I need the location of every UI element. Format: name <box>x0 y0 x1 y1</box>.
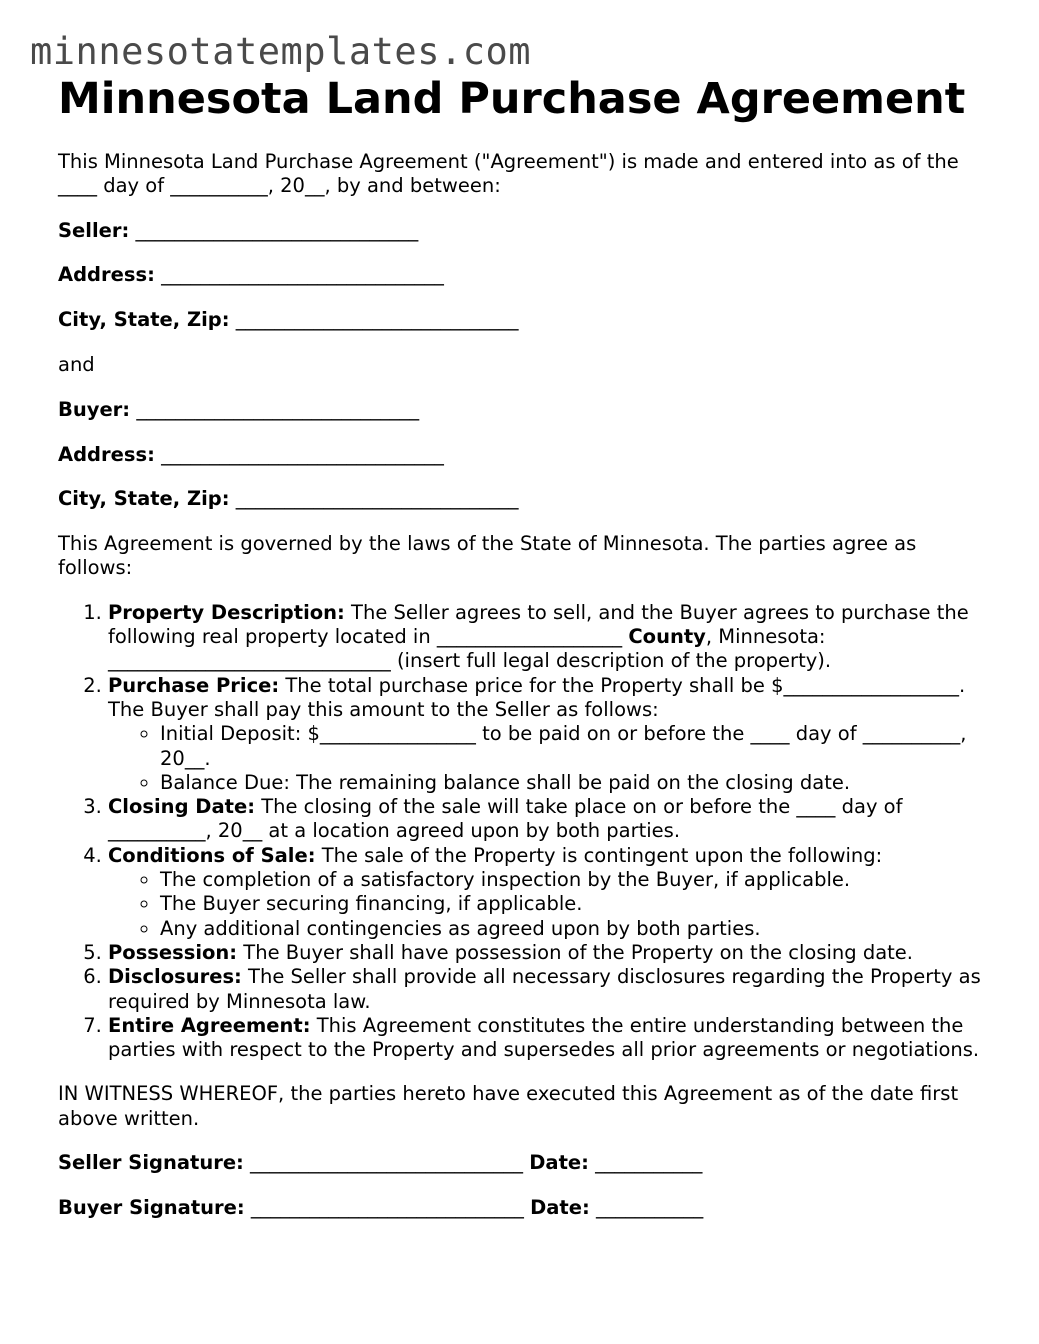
term-text: The total purchase price for the Property shall be $__________________. The Buyer shall pay this amount to the Seller as follows: <box>108 673 966 721</box>
buyer-city-field <box>58 487 988 511</box>
seller-address-field <box>58 263 988 287</box>
seller-city-label: City, State, Zip: <box>58 308 230 332</box>
sub-item-contingencies: ◦ Any additional contingencies as agreed upon by both parties. <box>160 917 988 941</box>
buyer-name-label: Buyer: <box>58 397 131 421</box>
buyer-address-field <box>58 443 988 467</box>
term-title: Conditions of Sale: <box>108 843 316 867</box>
buyer-address-label: Address: <box>58 442 155 466</box>
seller-date-blank: ___________ <box>595 1151 703 1174</box>
seller-address-blank: _____________________________ <box>161 263 444 287</box>
term-text: , Minnesota: _____________________________ (insert full legal description of the property). <box>108 625 832 673</box>
term-closing-date <box>108 795 988 844</box>
term-text: The sale of the Property is contingent upon the following: <box>315 843 883 867</box>
term-text: The closing of the sale will take place on or before the ____ day of __________, 20__ at a location agreed upon by both parties. <box>108 795 903 843</box>
buyer-signature-label: Buyer Signature: <box>58 1195 245 1219</box>
sub-item-balance-due: ◦ Balance Due: The remaining balance shall be paid on the closing date. <box>160 771 988 795</box>
terms-list <box>58 601 988 1063</box>
term-text: This Agreement constitutes the entire understanding between the parties with respect to the Property and supersedes all prior agreements or negotiations. <box>108 1013 980 1062</box>
buyer-date-label: Date: <box>530 1195 590 1219</box>
term-purchase-price <box>108 674 988 795</box>
term-text: The Seller agrees to sell, and the Buyer agrees to purchase the following real property located in ___________________ <box>108 600 969 649</box>
term-title: Disclosures: <box>108 965 242 989</box>
seller-name-label: Seller: <box>58 218 130 242</box>
term-title: Entire Agreement: <box>108 1013 311 1037</box>
term-text: The Buyer shall have possession of the Property on the closing date. <box>237 940 914 964</box>
seller-signature-blank: ____________________________ <box>250 1151 524 1174</box>
term-disclosures <box>108 965 988 1014</box>
sub-item-initial-deposit: ◦ Initial Deposit: $________________ to be paid on or before the ____ day of __________, 20__. <box>160 722 988 771</box>
document-body <box>58 150 988 1241</box>
intro-paragraph: This Minnesota Land Purchase Agreement ("Agreement") is made and entered into as of the ____ day of __________, 20__, by and between: <box>58 150 959 198</box>
term-title: Closing Date: <box>108 795 256 819</box>
seller-city-field <box>58 308 988 332</box>
seller-signature-line <box>58 1151 988 1175</box>
buyer-name-blank: _____________________________ <box>136 397 420 421</box>
buyer-name-field <box>58 398 988 422</box>
term-text: The Seller shall provide all necessary disclosures regarding the Property as required by Minnesota law. <box>108 965 981 1013</box>
payment-sublist <box>108 722 988 795</box>
term-property-description <box>108 601 988 674</box>
sub-item-financing: ◦ The Buyer securing financing, if applicable. <box>160 892 988 916</box>
seller-name-blank: _____________________________ <box>135 218 419 242</box>
page-title: Minnesota Land Purchase Agreement <box>58 74 966 124</box>
conditions-sublist <box>108 868 988 941</box>
term-title: Property Description: <box>108 600 345 624</box>
witness-paragraph: IN WITNESS WHEREOF, the parties hereto have executed this Agreement as of the date first above written. <box>58 1082 959 1130</box>
term-possession <box>108 941 988 965</box>
buyer-signature-blank: ____________________________ <box>250 1195 524 1219</box>
term-conditions-of-sale <box>108 844 988 941</box>
buyer-signature-line <box>58 1196 988 1220</box>
term-title: Purchase Price: <box>108 673 280 697</box>
buyer-city-blank: _____________________________ <box>235 487 519 511</box>
and-text: and <box>58 352 95 376</box>
watermark: minnesotatemplates.com <box>30 30 532 73</box>
term-title: Possession: <box>108 940 238 964</box>
seller-city-blank: _____________________________ <box>235 308 519 332</box>
sub-item-inspection: ◦ The completion of a satisfactory inspection by the Buyer, if applicable. <box>160 868 988 892</box>
term-entire-agreement <box>108 1014 988 1063</box>
seller-date-label: Date: <box>529 1151 589 1174</box>
seller-name-field <box>58 219 988 243</box>
buyer-address-blank: _____________________________ <box>161 442 444 466</box>
seller-address-label: Address: <box>58 263 155 287</box>
county-label: County <box>628 625 706 649</box>
buyer-city-label: City, State, Zip: <box>58 487 230 511</box>
buyer-date-blank: ___________ <box>595 1195 704 1219</box>
governing-law-paragraph: This Agreement is governed by the laws of the State of Minnesota. The parties agree as follows: <box>58 532 917 580</box>
seller-signature-label: Seller Signature: <box>58 1151 244 1174</box>
